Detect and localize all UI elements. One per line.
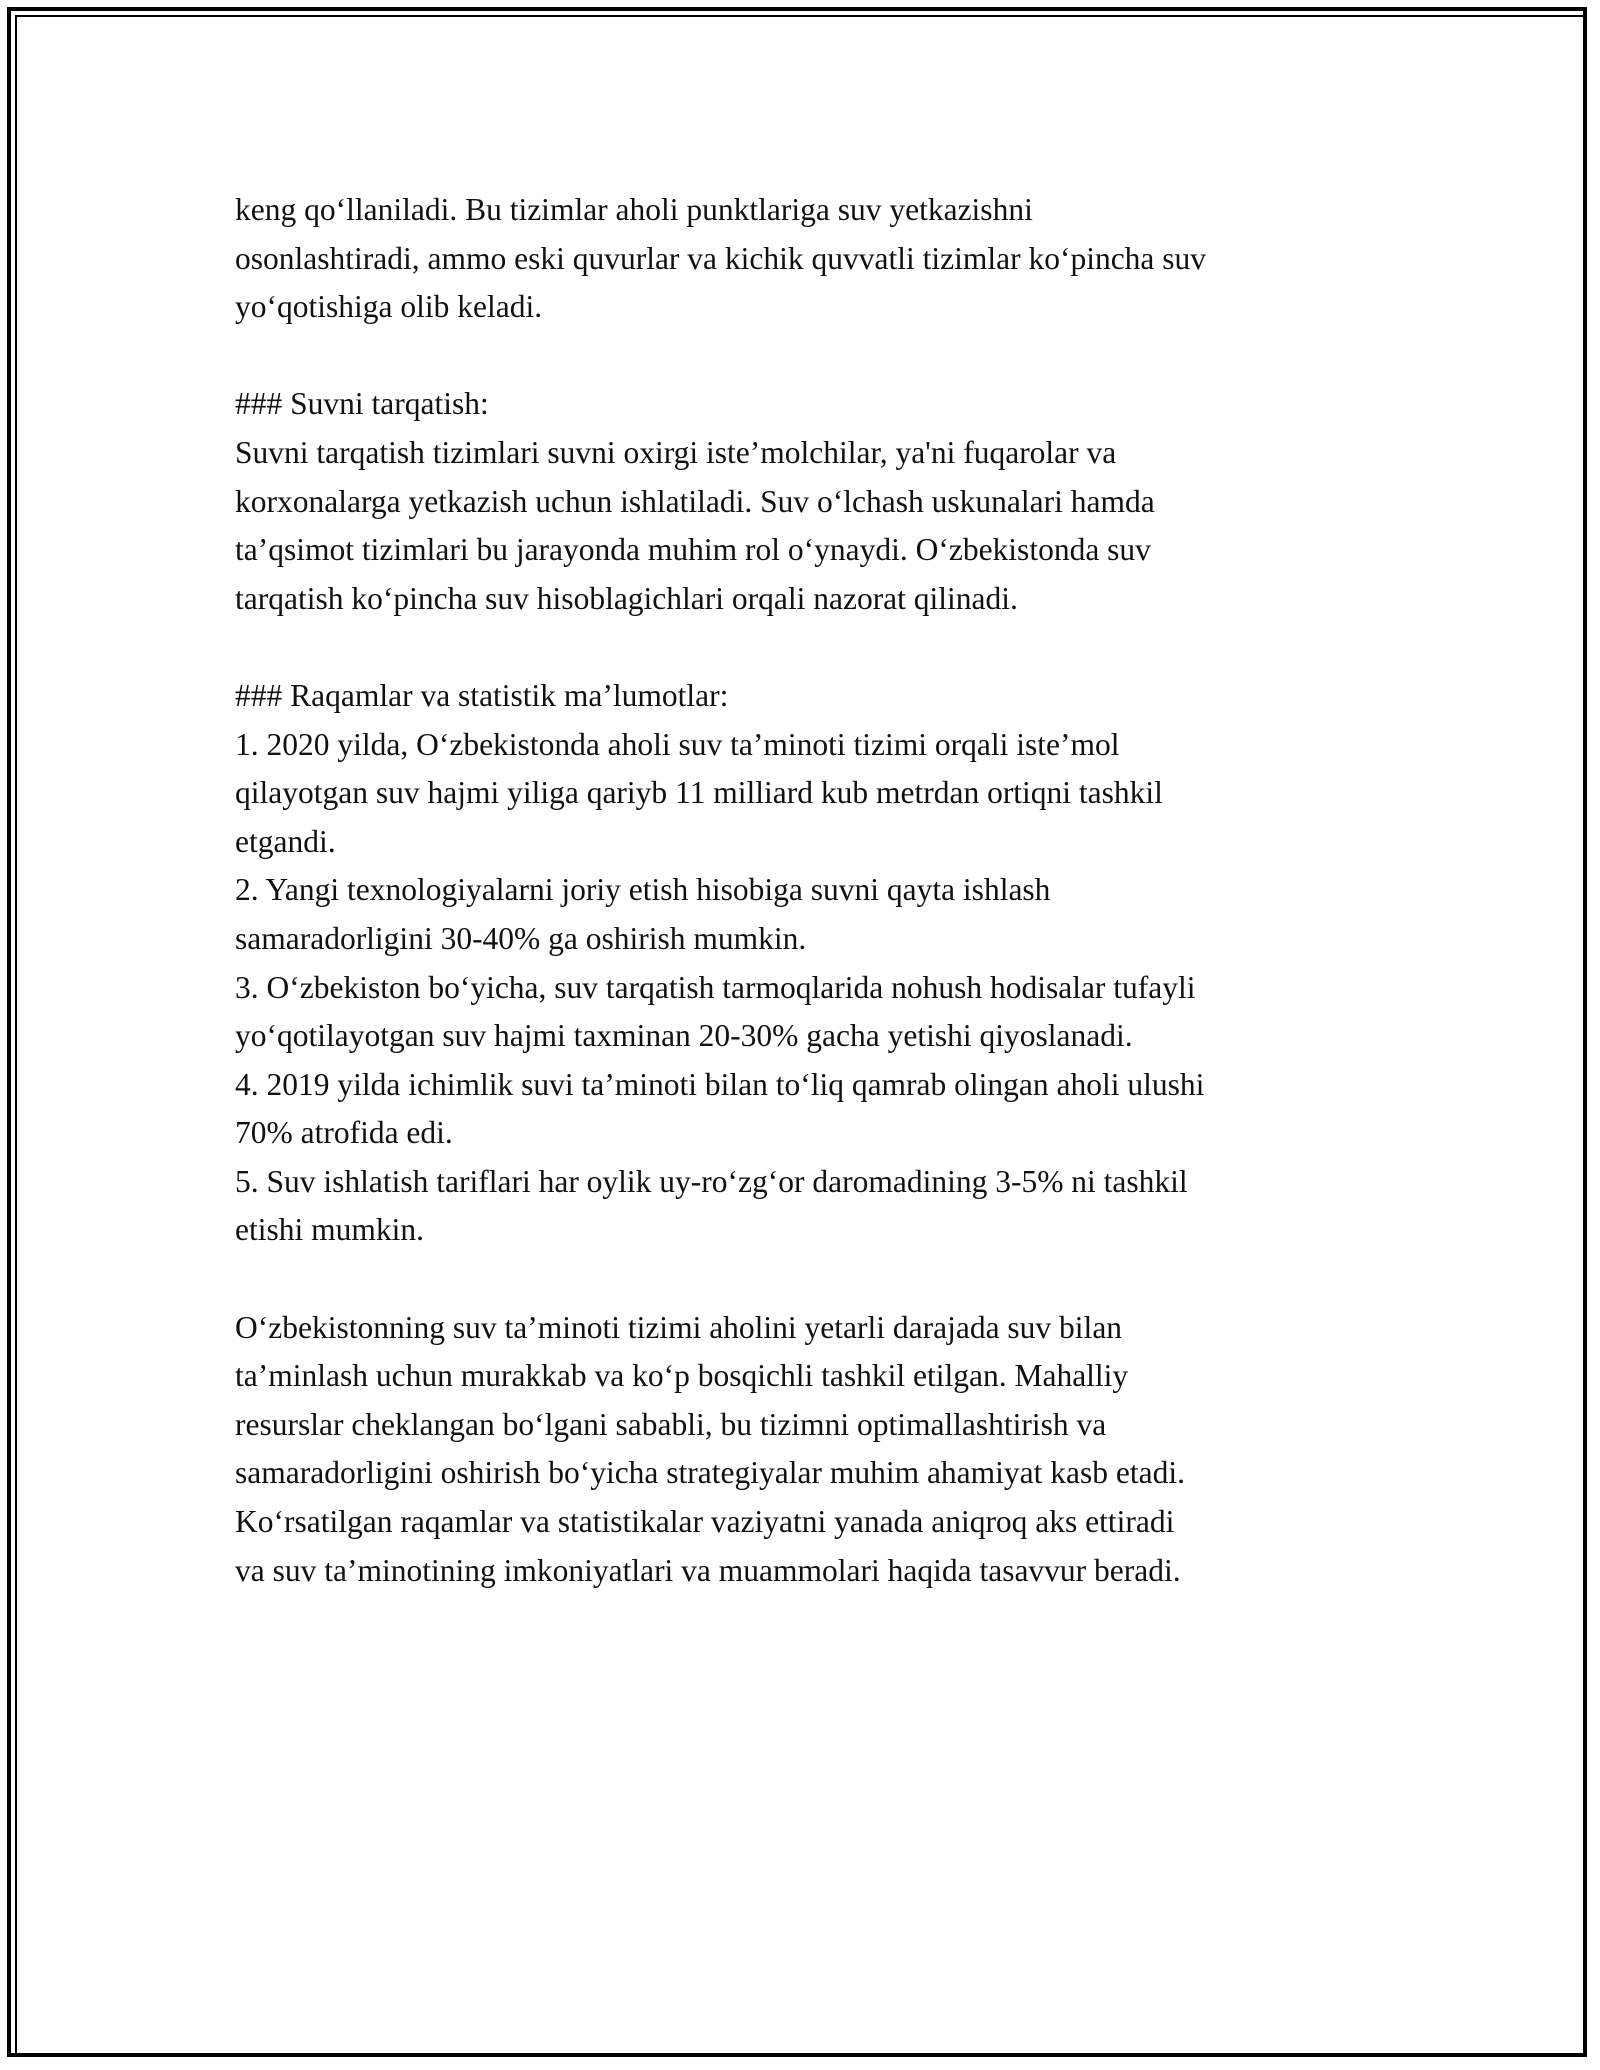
text-line: Ko‘rsatilgan raqamlar va statistikalar vaziyatni yanada aniqroq aks ettiradi [235, 1504, 1175, 1540]
text-line: samaradorligini oshirish bo‘yicha strategiyalar muhim ahamiyat kasb etadi. [235, 1455, 1185, 1491]
paragraph-gap [235, 332, 1395, 381]
document-body [235, 186, 1395, 1595]
text-line: keng qo‘llaniladi. Bu tizimlar aholi punktlariga suv yetkazishni [235, 192, 1033, 227]
list-item-line: 5. Suv ishlatish tariflari har oylik uy-ro‘zg‘or daromadining 3-5% ni tashkil [235, 1163, 1188, 1199]
text-line: yo‘qotishiga olib keladi. [235, 289, 543, 325]
paragraph-gap [235, 623, 1395, 672]
text-line: ta’minlash uchun murakkab va ko‘p bosqichli tashkil etilgan. Mahalliy [235, 1358, 1129, 1394]
text-line: korxonalarga yetkazish uchun ishlatiladi. Suv o‘lchash uskunalari hamda [235, 483, 1155, 519]
text-line: osonlashtiradi, ammo eski quvurlar va kichik quvvatli tizimlar ko‘pincha suv [235, 240, 1207, 276]
list-item-line: etgandi. [235, 823, 336, 859]
list-item-line: yo‘qotilayotgan suv hajmi taxminan 20-30% gacha yetishi qiyoslanadi. [235, 1018, 1133, 1054]
list-item-line: qilayotgan suv hajmi yiliga qariyb 11 milliard kub metrdan ortiqni tashkil [235, 775, 1163, 811]
paragraph-gap [235, 1255, 1395, 1304]
text-line: O‘zbekistonning suv ta’minoti tizimi aholini yetarli darajada suv bilan [235, 1309, 1123, 1345]
list-item-line: 70% atrofida edi. [235, 1115, 453, 1151]
text-line: va suv ta’minotining imkoniyatlari va muammolari haqida tasavvur beradi. [235, 1552, 1181, 1588]
list-item-line: 4. 2019 yilda ichimlik suvi ta’minoti bilan to‘liq qamrab olingan aholi ulushi [235, 1066, 1205, 1102]
section-heading-statistics: ### Raqamlar va statistik ma’lumotlar: [235, 677, 729, 713]
section-heading-distribution: ### Suvni tarqatish: [235, 386, 489, 422]
text-line: Suvni tarqatish tizimlari suvni oxirgi iste’molchilar, ya'ni fuqarolar va [235, 434, 1117, 470]
text-line: ta’qsimot tizimlari bu jarayonda muhim rol o‘ynaydi. O‘zbekistonda suv [235, 532, 1151, 568]
list-item-line: 1. 2020 yilda, O‘zbekistonda aholi suv ta’minoti tizimi orqali iste’mol [235, 726, 1120, 762]
list-item-line: 2. Yangi texnologiyalarni joriy etish hisobiga suvni qayta ishlash [235, 872, 1051, 908]
list-item-line: samaradorligini 30-40% ga oshirish mumkin. [235, 920, 807, 956]
text-line: tarqatish ko‘pincha suv hisoblagichlari orqali nazorat qilinadi. [235, 580, 1018, 616]
list-item-line: 3. O‘zbekiston bo‘yicha, suv tarqatish tarmoqlarida nohush hodisalar tufayli [235, 969, 1196, 1005]
list-item-line: etishi mumkin. [235, 1212, 424, 1248]
text-line: resurslar cheklangan bo‘lgani sababli, bu tizimni optimallashtirish va [235, 1406, 1107, 1442]
